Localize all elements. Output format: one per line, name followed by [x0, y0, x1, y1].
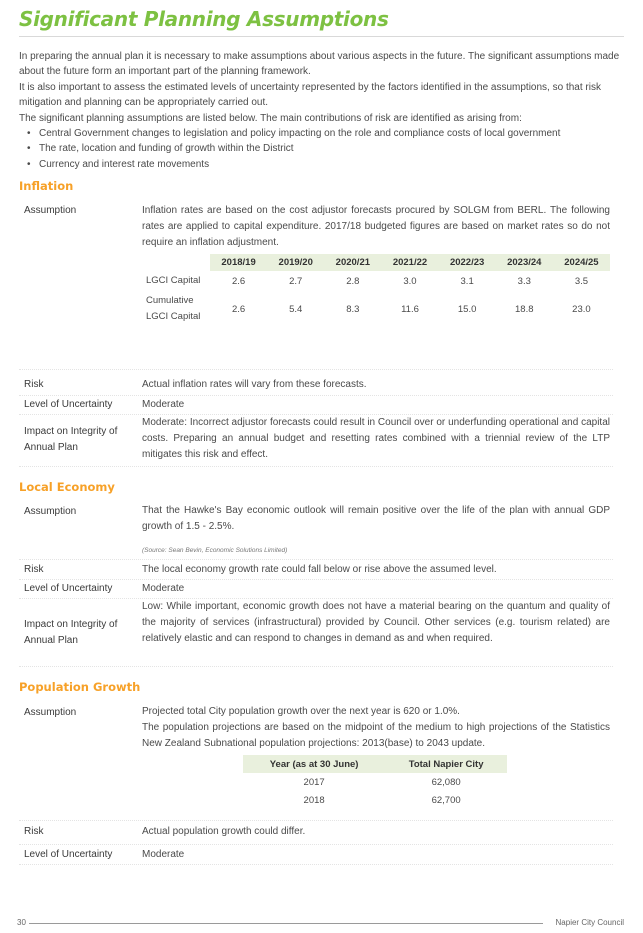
label-impact: Impact on Integrity of Annual Plan [24, 426, 118, 453]
row-divider [19, 844, 613, 845]
table-header: 2024/25 [553, 254, 610, 271]
label-impact: Impact on Integrity of Annual Plan [24, 619, 118, 646]
population-assumption-line: The population projections are based on the midpoint of the medium to high projections of the Statistics New Zealand Subnational population projections: 2013(base) to 2043 update. [142, 722, 610, 749]
table-cell: 2.6 [231, 275, 246, 287]
table-row [243, 791, 507, 809]
intro-text [19, 49, 624, 172]
population-assumption-line: Projected total City population growth over the next year is 620 or 1.0%. [142, 706, 460, 717]
row-divider [19, 864, 613, 865]
intro-paragraph: The significant planning assumptions are listed below. The main contributions of risk are identified as arising from: [19, 112, 522, 124]
table-row [243, 773, 507, 791]
list-item: • Central Government changes to legislation and policy impacting on the role and compliance costs of local government [27, 126, 624, 141]
page-title: Significant Planning Assumptions [19, 7, 389, 31]
population-risk: Actual population growth could differ. [142, 826, 306, 837]
table-cell: 2017 [303, 776, 325, 788]
table-header: 2018/19 [210, 254, 267, 271]
risk-sources-list [19, 126, 624, 172]
row-divider [19, 466, 613, 467]
table-cell: 11.6 [401, 303, 419, 315]
label-uncertainty: Level of Uncertainty [24, 583, 113, 594]
table-row-label: LGCI Capital [146, 275, 201, 286]
section-heading-inflation: Inflation [19, 179, 74, 193]
table-cell: 15.0 [457, 303, 477, 315]
row-divider [19, 666, 613, 667]
table-cell: 8.3 [346, 303, 360, 315]
table-cell: 23.0 [572, 303, 591, 315]
economy-assumption: That the Hawke's Bay economic outlook will remain positive over the life of the plan with annual GDP growth of 1.5 - 2.5%. [142, 505, 610, 532]
section-heading-population: Population Growth [19, 680, 141, 694]
population-uncertainty: Moderate [142, 849, 185, 860]
inflation-uncertainty: Moderate [142, 399, 185, 410]
inflation-assumption: Inflation rates are based on the cost adjustor forecasts procured by SOLGM from BERL. The following rates are applied to capital expenditure. 2017/18 budgeted figures are based on market rates so do not require an inflation adjustment. [142, 205, 610, 248]
population-assumption [142, 704, 610, 752]
table-cell: 5.4 [289, 303, 303, 315]
table-header: 2023/24 [496, 254, 553, 271]
label-uncertainty: Level of Uncertainty [24, 849, 113, 860]
inflation-impact: Moderate: Incorrect adjustor forecasts could result in Council over or underfunding operational and capital costs. Preparing an annual budget and resetting rates combined with a triennial review of the LTP mitigates this risk and effect. [142, 417, 610, 460]
intro-paragraph: In preparing the annual plan it is necessary to make assumptions about various aspects in the future. The significant assumptions made about the future form an important part of the planning framework. [19, 51, 620, 78]
table-row [142, 271, 610, 291]
table-row-label: Cumulative LGCI Capital [146, 295, 201, 322]
table-header: 2019/20 [267, 254, 324, 271]
footer-organization: Napier City Council [555, 918, 624, 927]
table-header: 2020/21 [324, 254, 381, 271]
row-divider [19, 369, 613, 370]
table-header: 2022/23 [439, 254, 496, 271]
inflation-rates-table [142, 254, 610, 327]
label-risk: Risk [24, 826, 44, 837]
table-cell: 3.1 [460, 275, 474, 287]
economy-uncertainty: Moderate [142, 583, 185, 594]
row-divider [19, 820, 613, 821]
table-header-blank [142, 254, 210, 271]
table-cell: 2018 [303, 794, 325, 806]
table-cell: 62,700 [431, 794, 461, 806]
label-assumption: Assumption [24, 707, 77, 718]
table-cell: 18.8 [515, 303, 534, 315]
table-header-row [243, 755, 507, 773]
inflation-risk: Actual inflation rates will vary from these forecasts. [142, 379, 367, 390]
page-number: 30 [17, 918, 26, 927]
table-header: Year (as at 30 June) [243, 755, 385, 773]
table-cell: 2.7 [289, 275, 303, 287]
table-cell: 3.5 [574, 275, 589, 287]
table-header-row [142, 254, 610, 271]
row-divider [19, 559, 613, 560]
table-cell: 2.8 [346, 275, 360, 287]
label-assumption: Assumption [24, 205, 77, 216]
economy-risk: The local economy growth rate could fall below or rise above the assumed level. [142, 564, 497, 575]
footer-divider [29, 923, 543, 924]
table-row [142, 291, 610, 327]
intro-paragraph: It is also important to assess the estimated levels of uncertainty represented by the factors identified in the assumptions, so that risk mitigation and planning can be appropriately carried out. [19, 81, 601, 109]
section-heading-local-economy: Local Economy [19, 480, 115, 494]
row-divider [19, 395, 613, 396]
label-risk: Risk [24, 564, 44, 575]
label-risk: Risk [24, 379, 44, 390]
economy-source-note: (Source: Sean Bevin, Economic Solutions Limited) [142, 547, 288, 554]
label-assumption: Assumption [24, 506, 77, 517]
economy-impact: Low: While important, economic growth does not have a material bearing on the quantum and quality of the majority of services (infrastructural) provided by Council. Other services (e.g. tourism related) are relatively elastic and can respond to changes in demand as and when required. [142, 601, 610, 644]
table-header: 2021/22 [381, 254, 438, 271]
table-header: Total Napier City [385, 755, 507, 773]
population-table [243, 755, 507, 809]
row-divider [19, 579, 613, 580]
table-cell: 62,080 [431, 776, 461, 788]
table-cell: 2.6 [231, 303, 246, 315]
title-divider [19, 36, 624, 37]
list-item: • Currency and interest rate movements [27, 157, 624, 172]
table-cell: 3.0 [403, 275, 417, 287]
list-item: • The rate, location and funding of growth within the District [27, 141, 624, 156]
table-cell: 3.3 [517, 275, 531, 287]
label-uncertainty: Level of Uncertainty [24, 399, 113, 410]
